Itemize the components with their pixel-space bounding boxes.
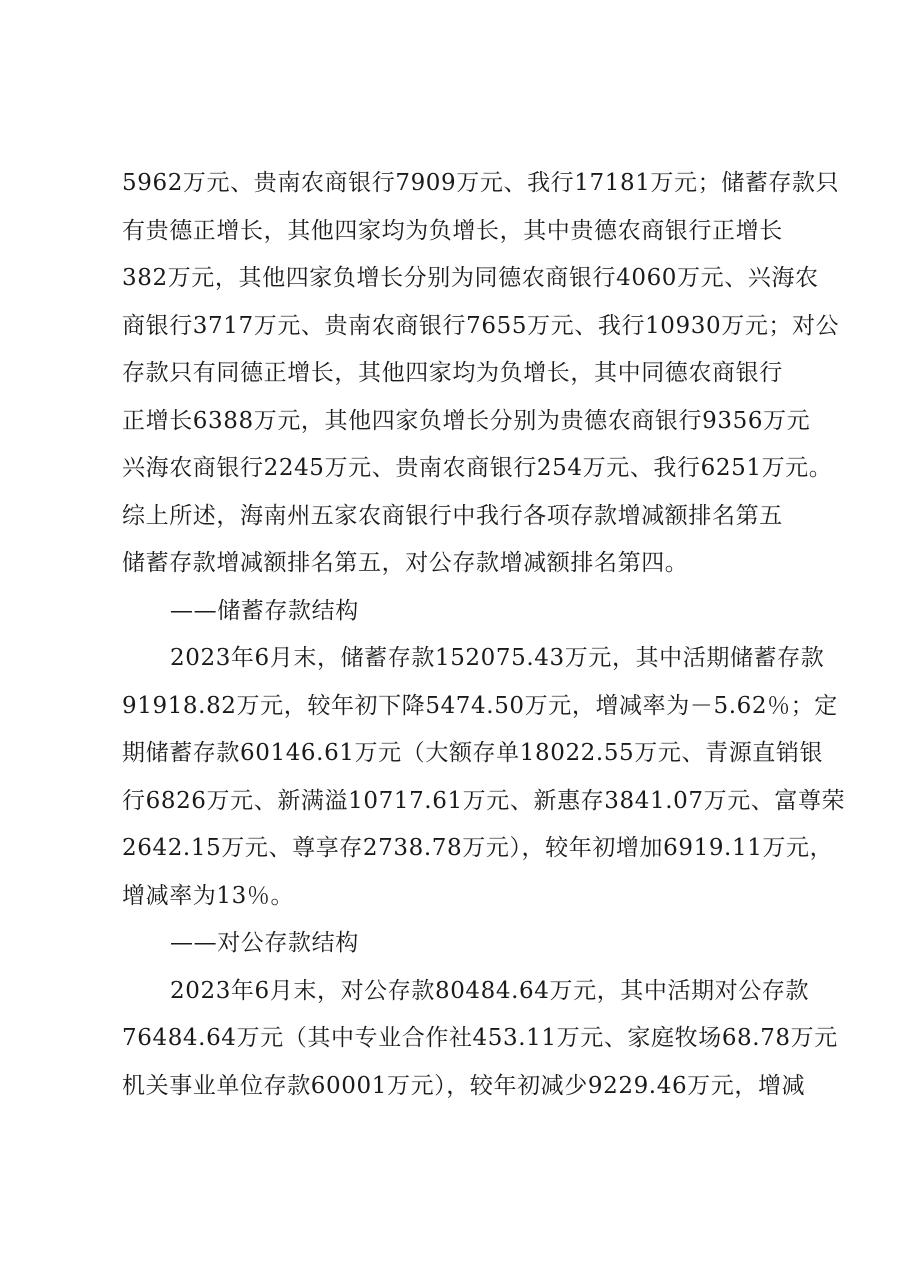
text-line: 正增长6388万元，其他四家负增长分别为贵德农商银行9356万元 — [122, 407, 811, 434]
text-line: 76484.64万元（其中专业合作社453.11万元、家庭牧场68.78万元 — [122, 1025, 838, 1051]
text-line: 存款只有同德正增长，其他四家均为负增长，其中同德农商银行 — [122, 360, 783, 386]
text-line: 5962万元、贵南农商银行7909万元、我行17181万元；储蓄存款只 — [122, 170, 840, 196]
text-line: 行6826万元、新满溢10717.61万元、新惠存3841.07万元、富尊荣 — [122, 787, 846, 814]
text-line: 商银行3717万元、贵南农商银行7655万元、我行10930万元；对公 — [122, 312, 840, 339]
section-heading-corporate-structure: ——对公存款结构 — [170, 930, 359, 956]
text-line: 期储蓄存款60146.61万元（大额存单18022.55万元、青源直销银 — [122, 740, 824, 766]
text-line: 有贵德正增长，其他四家均为负增长，其中贵德农商银行正增长 — [122, 217, 783, 244]
text-line: 91918.82万元，较年初下降5474.50万元，增减率为－5.62％；定 — [122, 692, 838, 719]
text-line: 382万元，其他四家负增长分别为同德农商银行4060万元、兴海农 — [122, 265, 819, 291]
section-heading-savings-structure: ——储蓄存款结构 — [170, 597, 359, 624]
text-line: 增减率为13％。 — [122, 882, 295, 909]
paragraph-first-line: 2023年6月末，对公存款80484.64万元，其中活期对公存款 — [170, 977, 810, 1004]
text-line: 储蓄存款增减额排名第五，对公存款增减额排名第四。 — [122, 550, 689, 576]
document-body — [122, 160, 846, 1110]
text-line: 机关事业单位存款60001万元），较年初减少9229.46万元，增减 — [122, 1072, 806, 1099]
text-line: 综上所述，海南州五家农商银行中我行各项存款增减额排名第五 — [122, 502, 783, 529]
text-line: 兴海农商银行2245万元、贵南农商银行254万元、我行6251万元。 — [122, 455, 833, 481]
paragraph-first-line: 2023年6月末，储蓄存款152075.43万元，其中活期储蓄存款 — [170, 645, 825, 671]
text-line: 2642.15万元、尊享存2738.78万元），较年初增加6919.11万元， — [122, 835, 834, 861]
